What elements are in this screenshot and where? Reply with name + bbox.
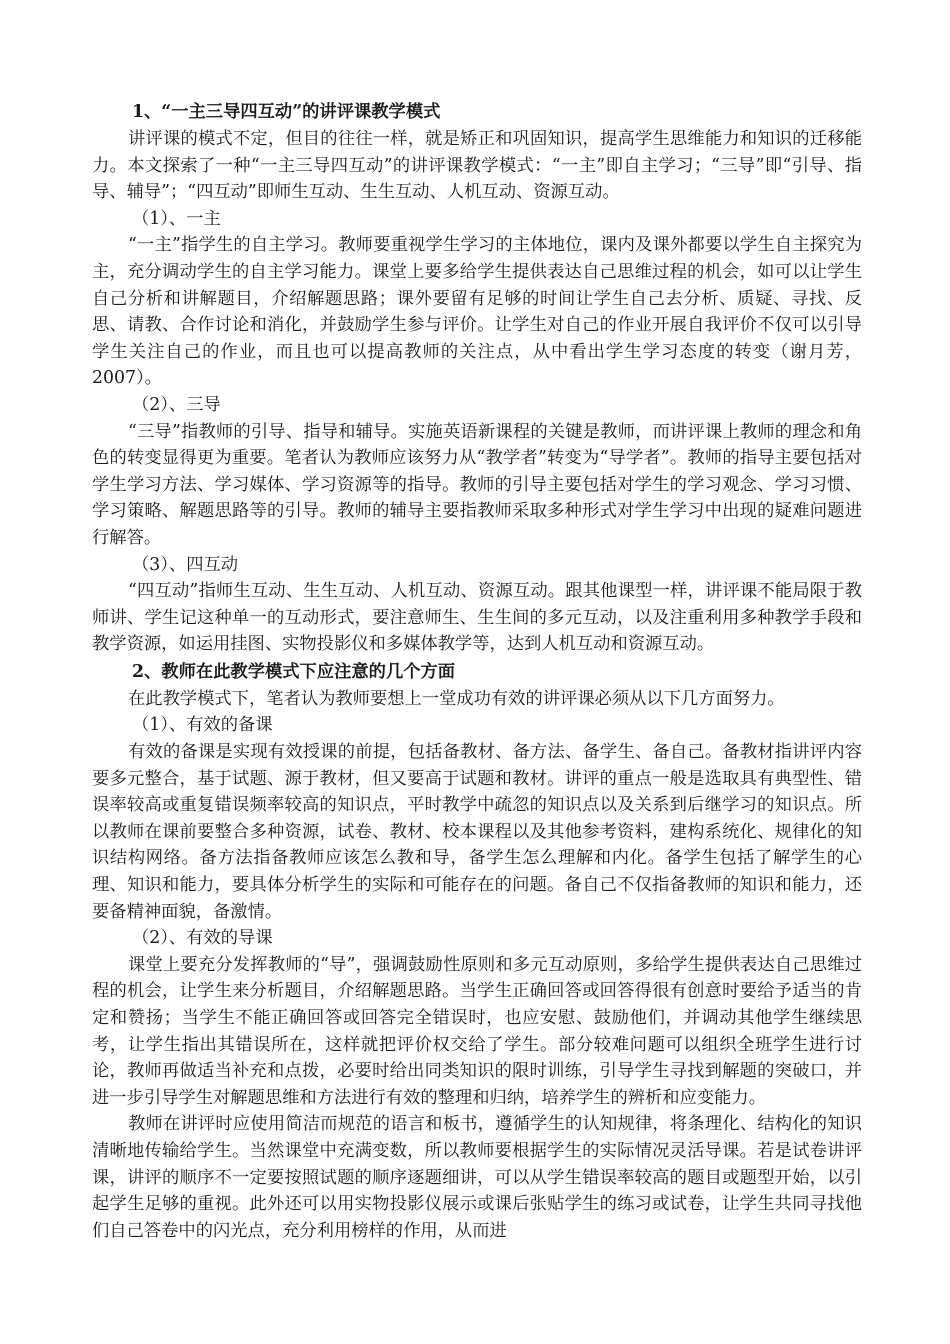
subsection-title: （1）、有效的备课 [132,715,273,736]
paragraph: 教师在讲评时应使用简洁而规范的语言和板书，遵循学生的认知规律，将条理化、结构化的知识清晰地传输给学生。当然课堂中充满变数，所以教师要根据学生的实际情况灵活导课。若是试卷讲评课，讲评的顺序不一定要按照试题的顺序逐题细讲，可以从学生错误率较高的题目或题型开始，以引起学生足够的重视。此外还可以用实物投影仪展示或课后张贴学生的练习或试卷，让学生共同寻找他们自己答卷中的闪光点，充分利用榜样的作用，从而进 [92,1114,862,1241]
section-heading-2: 2、教师在此教学模式下应注意的几个方面 [132,661,456,682]
paragraph: “一主”指学生的自主学习。教师要重视学生学习的主体地位，课内及课外都要以学生自主探究为主，充分调动学生的自主学习能力。课堂上要多给学生提供表达自己思维过程的机会，如可以让学生自己分析和讲解题目，介绍解题思路；课外要留有足够的时间让学生自己去分析、质疑、寻找、反思、请教、合作讨论和消化，并鼓励学生参与评价。让学生对自己的作业开展自我评价不仅可以引导学生关注自己的作业，而且也可以提高教师的关注点，从中看出学生学习态度的转变（谢月芳，2007）。 [92,235,862,389]
section-heading-1: 1、“一主三导四互动”的讲评课教学模式 [132,102,441,122]
paragraph: 在此教学模式下，笔者认为教师要想上一堂成功有效的讲评课必须从以下几方面努力。 [128,688,785,709]
document-page [92,98,862,1244]
subsection-title: （1）、一主 [132,208,221,229]
paragraph: 有效的备课是实现有效授课的前提，包括备教材、备方法、备学生、备自己。备教材指讲评内容要多元整合，基于试题、源于教材，但又要高于试题和教材。讲评的重点一般是选取具有典型性、错误率较高或重复错误频率较高的知识点，平时教学中疏忽的知识点以及关系到后继学习的知识点。所以教师在课前要整合多种资源，试卷、教材、校本课程以及其他参考资料，建构系统化、规律化的知识结构网络。备方法指备教师应该怎么教和导，备学生怎么理解和内化。备学生包括了解学生的心理、知识和能力，要具体分析学生的实际和可能存在的问题。备自己不仅指备教师的知识和能力，还要备精神面貌，备激情。 [92,742,862,922]
subsection-title: （2）、有效的导课 [132,928,273,949]
paragraph: “四互动”指师生互动、生生互动、人机互动、资源互动。跟其他课型一样，讲评课不能局限于教师讲、学生记这种单一的互动形式，要注意师生、生生间的多元互动，以及注重利用多种教学手段和教学资源，如运用挂图、实物投影仪和多媒体教学等，达到人机互动和资源互动。 [92,581,862,655]
subsection-title: （3）、四互动 [132,554,239,575]
subsection-title: （2）、三导 [132,394,221,415]
paragraph: 讲评课的模式不定，但目的往往一样，就是矫正和巩固知识，提高学生思维能力和知识的迁移能力。本文探索了一种“一主三导四互动”的讲评课教学模式：“一主”即自主学习；“三导”即“引导、指导、辅导”；“四互动”即师生互动、生生互动、人机互动、资源互动。 [92,129,862,203]
paragraph: 课堂上要充分发挥教师的“导”，强调鼓励性原则和多元互动原则，多给学生提供表达自己思维过程的机会，让学生来分析题目，介绍解题思路。当学生正确回答或回答得很有创意时要给予适当的肯定和赞扬；当学生不能正确回答或回答完全错误时，也应安慰、鼓励他们，并调动其他学生继续思考，让学生指出其错误所在，这样就把评价权交给了学生。部分较难问题可以组织全班学生进行讨论，教师再做适当补充和点拨，必要时给出同类知识的限时训练，引导学生寻找到解题的突破口，并进一步引导学生对解题思维和方法进行有效的整理和归纳，培养学生的辨析和应变能力。 [92,954,862,1108]
paragraph: “三导”指教师的引导、指导和辅导。实施英语新课程的关键是教师，而讲评课上教师的理念和角色的转变显得更为重要。笔者认为教师应该努力从“教学者”转变为“导学者”。教师的指导主要包括对学生学习方法、学习媒体、学习资源等的指导。教师的引导主要包括对学生的学习观念、学习习惯、学习策略、解题思路等的引导。教师的辅导主要指教师采取多种形式对学生学习中出现的疑难问题进行解答。 [92,421,862,548]
